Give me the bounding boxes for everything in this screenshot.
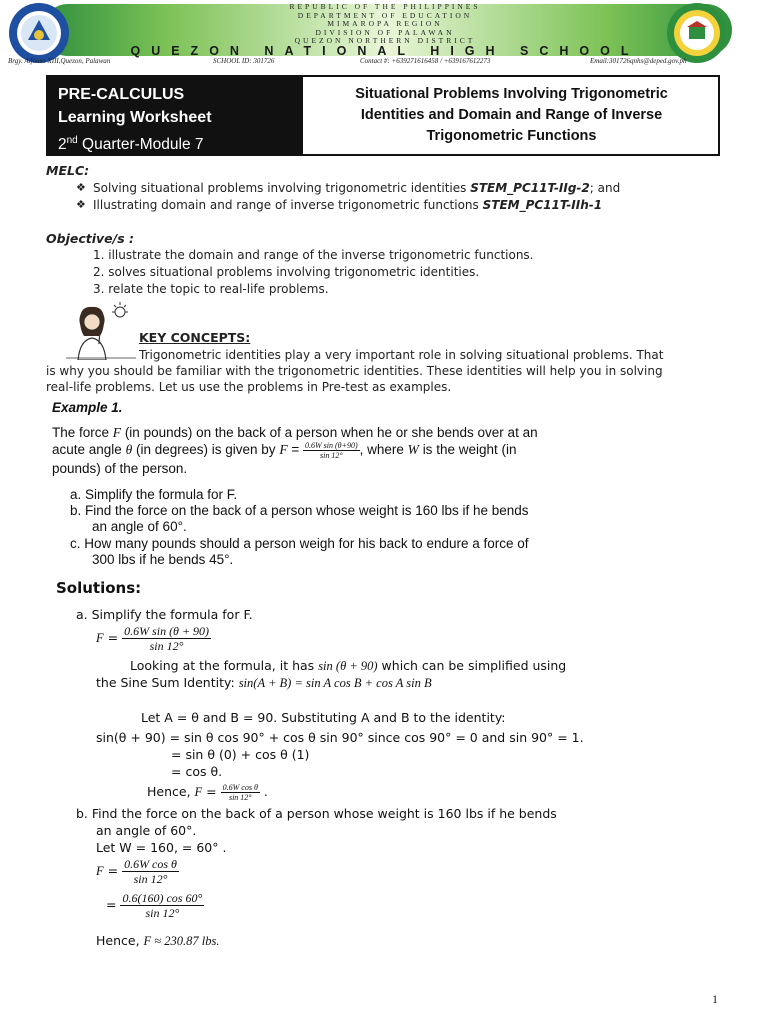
header-line: DIVISION OF PALAWAN	[315, 27, 455, 37]
solution-step: sin(θ + 90) = sin θ cos 90° + cos θ sin 90° since cos 90° = 0 and sin 90° = 1.	[96, 730, 584, 745]
melc-label: MELC:	[46, 163, 90, 178]
solutions-heading: Solutions:	[56, 579, 142, 597]
school-name: QUEZON NATIONAL HIGH SCHOOL	[130, 44, 640, 58]
contact-numbers: Contact #: +639271616458 / +639167612273	[360, 57, 491, 65]
thinking-girl-illustration	[66, 300, 136, 360]
topic-title	[305, 77, 718, 154]
key-concepts-text: real-life problems. Let us use the problems in Pre-test as examples.	[46, 380, 452, 394]
solution-b-result: Hence, F ≈ 230.87 lbs.	[96, 933, 220, 948]
solution-b-formula: = $\frac{0.6(160) \cos 60^\circ}{\sin 12^\circ}$	[106, 891, 203, 920]
diamond-bullet-icon: ❖	[76, 199, 86, 211]
header-lines	[110, 3, 660, 46]
example-item: c. How many pounds should a person weigh for his back to endure a force of	[70, 536, 529, 551]
solution-step: = cos θ.	[171, 764, 223, 779]
header-line: DEPARTMENT OF EDUCATION	[297, 10, 473, 20]
melc-item: Illustrating domain and range of inverse trigonometric functions STEM_PC11T-IIh-1	[93, 198, 603, 212]
topic-line: Trigonometric Functions	[426, 128, 597, 144]
key-concepts-heading: KEY CONCEPTS:	[139, 330, 251, 345]
page-number: 1	[712, 992, 718, 1006]
deped-seal-logo	[8, 2, 70, 64]
example-item: an angle of 60°.	[92, 519, 187, 534]
solution-b-formula: F = $\frac{\text{0.6W cos θ}}{\sin 12^\circ}$	[96, 857, 177, 886]
force-formula: $\frac{\text{0.6W sin (θ+90)}}{\sin 12^\circ}$	[304, 441, 358, 460]
melc-item: Solving situational problems involving trigonometric identities STEM_PC11T-IIg-2; and	[93, 181, 621, 195]
diamond-bullet-icon: ❖	[76, 182, 86, 194]
solution-step: = sin θ (0) + cos θ (1)	[171, 747, 310, 762]
worksheet-type: Learning Worksheet	[58, 109, 212, 126]
key-concepts-text: Trigonometric identities play a very important role in solving situational problems. That	[139, 348, 664, 362]
solution-b-title: an angle of 60°.	[96, 823, 197, 838]
example-label: Example 1.	[52, 400, 123, 415]
subject-title: PRE-CALCULUS	[58, 86, 185, 103]
example-text: acute angle θ (in degrees) is given by F = $\frac{\text{0.6W sin (θ+90)}}{\sin 12^\circ}$ , where W is the weight (in	[52, 441, 517, 460]
school-address: Brgy. Alfonso XIII,Quezon, Palawan	[8, 57, 111, 65]
topic-line: Situational Problems Involving Trigonometric	[355, 86, 668, 102]
example-item: 300 lbs if he bends 45°.	[92, 552, 234, 567]
solution-a-title: a. Simplify the formula for F.	[76, 607, 253, 622]
solution-b-title: b. Find the force on the back of a person whose weight is 160 lbs if he bends	[76, 806, 557, 821]
contact-row	[8, 57, 760, 67]
header-line: MIMAROPA REGION	[327, 19, 443, 28]
objectives-label: Objective/s :	[46, 231, 134, 246]
solution-a-text: the Sine Sum Identity: sin(A + B) = sin A cos B + cos A sin B	[96, 675, 432, 690]
school-header	[0, 0, 768, 68]
example-item: b. Find the force on the back of a person whose weight is 160 lbs if he bends	[70, 503, 529, 518]
title-box	[46, 75, 720, 156]
school-seal-logo	[666, 2, 728, 64]
key-concepts-text: is why you should be familiar with the trigonometric identities. These identities will help you in solving	[46, 364, 663, 378]
objective-item: 2. solves situational problems involving trigonometric identities.	[93, 265, 480, 279]
title-subject-panel	[48, 77, 303, 154]
quarter-module: 2nd Quarter-Module 7	[58, 135, 204, 154]
example-item: a. Simplify the formula for F.	[70, 487, 238, 502]
objective-item: 1. illustrate the domain and range of the inverse trigonometric functions.	[93, 248, 534, 262]
solution-b-let: Let W = 160, = 60° .	[96, 840, 227, 855]
objective-item: 3. relate the topic to real-life problems.	[93, 282, 329, 296]
solution-a-formula: F = $\frac{\text{0.6W sin (θ + 90)}}{\sin 12^\circ}$	[96, 624, 210, 653]
header-line: REPUBLIC OF THE PHILIPPINES	[289, 2, 481, 11]
example-text: pounds) of the person.	[52, 461, 188, 476]
header-line: QUEZON NORTHERN DISTRICT	[294, 36, 476, 45]
school-id: SCHOOL ID: 301726	[213, 57, 275, 65]
school-email: Email:301726qnhs@deped.gov.ph	[590, 57, 687, 65]
solution-let-line: Let A = θ and B = 90. Substituting A and B to the identity:	[141, 710, 506, 725]
solution-a-text: Looking at the formula, it has sin (θ + 90) which can be simplified using	[130, 658, 567, 673]
example-text: The force F (in pounds) on the back of a person when he or she bends over at an	[52, 425, 538, 440]
solution-hence: Hence, F = $\frac{\text{0.6W cos θ}}{\sin 12^\circ}$ .	[147, 783, 268, 802]
topic-line: Identities and Domain and Range of Inverse	[360, 107, 663, 123]
